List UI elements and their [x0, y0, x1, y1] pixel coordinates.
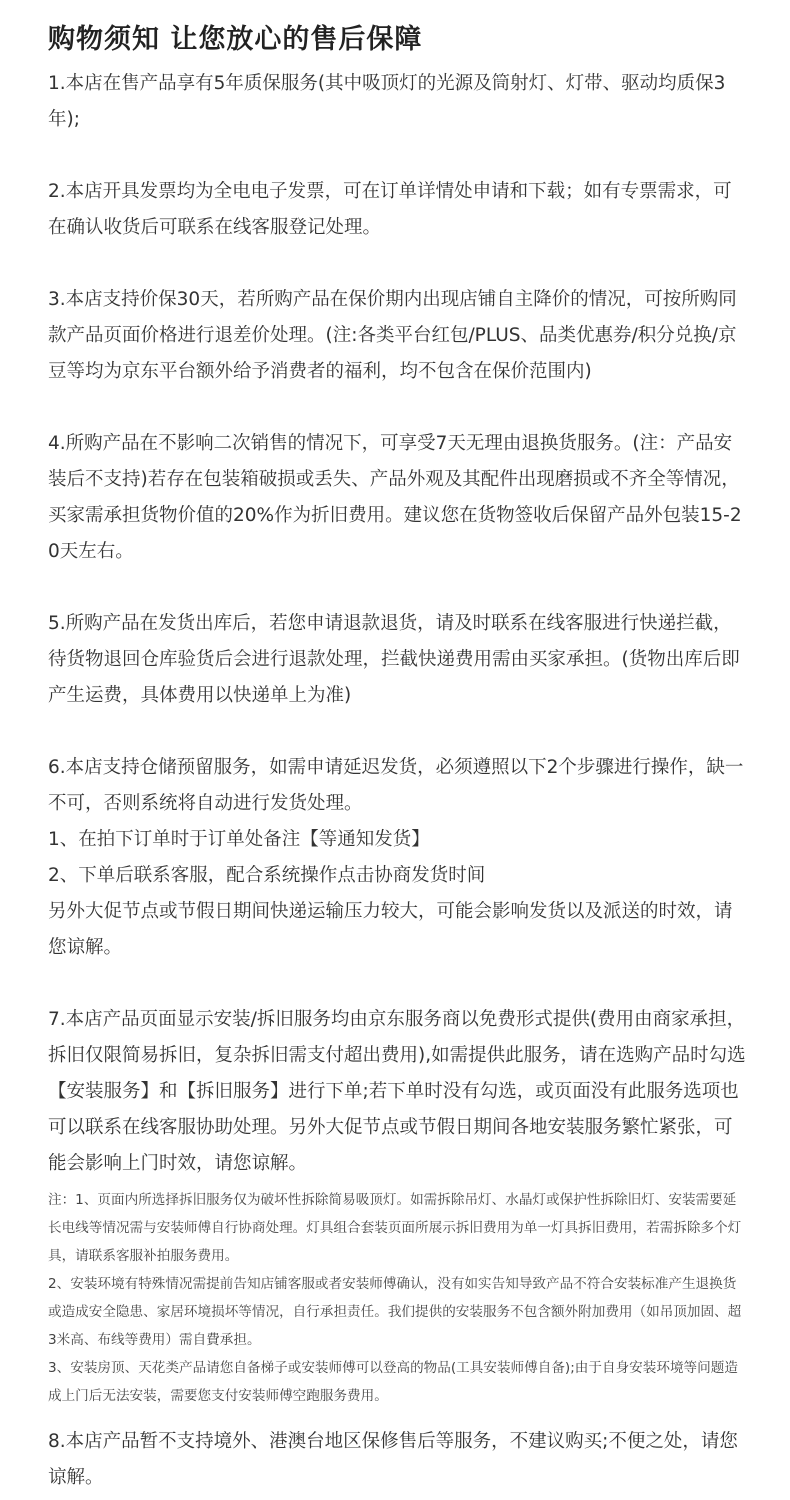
policy-item-1: 1.本店在售产品享有5年质保服务(其中吸顶灯的光源及筒射灯、灯带、驱动均质保3年);	[48, 73, 726, 130]
policy-item-6-note: 另外大促节点或节假日期间快递运输压力较大，可能会影响发货以及派送的时效，请您谅解。	[48, 901, 733, 958]
policy-item-7: 7.本店产品页面显示安装/拆旧服务均由京东服务商以免费形式提供(费用由商家承担，拆旧仅限简易拆旧，复杂拆旧需支付超出费用),如需提供此服务，请在选购产品时勾选【安装服务】和【拆旧服务】进行下单;若下单时没有勾选，或页面没有此服务选项也可以联系在线客服协助处理。另外大促节点或节假日期间各地安装服务繁忙紧张，可能会影响上门时效，请您谅解。	[48, 1009, 746, 1174]
spacer	[48, 570, 746, 606]
spacer	[48, 138, 746, 174]
policy-item-3: 3.本店支持价保30天，若所购产品在保价期内出现店铺自主降价的情况，可按所购同款产品页面价格进行退差价处理。(注:各类平台红包/PLUS、品类优惠券/积分兑换/京豆等均为京东平台额外给予消费者的福利，均不包含在保价范围内)	[48, 289, 737, 382]
policy-item-4: 4.所购产品在不影响二次销售的情况下，可享受7天无理由退换货服务。(注：产品安装后不支持)若存在包装箱破损或丢失、产品外观及其配件出现磨损或不齐全等情况，买家需承担货物价值的20%作为折旧费用。建议您在货物签收后保留产品外包装15-20天左右。	[48, 433, 742, 562]
spacer	[48, 246, 746, 282]
policy-item-6-step-2: 2、下单后联系客服，配合系统操作点击协商发货时间	[48, 865, 486, 886]
spacer	[48, 966, 746, 1002]
spacer	[48, 714, 746, 750]
spacer	[48, 1410, 746, 1424]
spacer	[48, 390, 746, 426]
policy-item-6-step-1: 1、在拍下订单时于订单处备注【等通知发货】	[48, 829, 430, 850]
install-note-1: 注：1、页面内所选择拆旧服务仅为破坏性拆除简易吸顶灯。如需拆除吊灯、水晶灯或保护性拆除旧灯、安装需要延长电线等情况需与安装师傅自行协商处理。灯具组合套装页面所展示拆旧费用为单一灯具拆旧费用，若需拆除多个灯具，请联系客服补拍服务费用。	[48, 1192, 742, 1264]
policy-item-8: 8.本店产品暂不支持境外、港澳台地区保修售后等服务，不建议购买;不便之处，请您谅解。	[48, 1431, 738, 1488]
install-note-3: 3、安装房顶、天花类产品请您自备梯子或安装师傅可以登高的物品(工具安装师傅自备);由于自身安装环境等问题造成上门后无法安装，需要您支付安装师傅空跑服务费用。	[48, 1360, 738, 1404]
policy-item-5: 5.所购产品在发货出库后，若您申请退款退货，请及时联系在线客服进行快递拦截，待货物退回仓库验货后会进行退款处理，拦截快递费用需由买家承担。(货物出库后即产生运费，具体费用以快递单上为准)	[48, 613, 740, 706]
install-note-2: 2、安装环境有特殊情况需提前告知店铺客服或者安装师傅确认，没有如实告知导致产品不符合安装标准产生退换货或造成安全隐患、家居环境损坏等情况，自行承担责任。我们提供的安装服务不包含额外附加费用（如吊顶加固、超3米高、布线等费用）需自費承担。	[48, 1276, 742, 1348]
install-notes	[48, 1186, 746, 1410]
policy-item-6-text: 6.本店支持仓储预留服务，如需申请延迟发货，必须遵照以下2个步骤进行操作，缺一不可，否则系统将自动进行发货处理。	[48, 757, 744, 814]
policy-item-2: 2.本店开具发票均为全电电子发票，可在订单详情处申请和下载；如有专票需求，可在确认收货后可联系在线客服登记处理。	[48, 181, 732, 238]
page-title: 购物须知 让您放心的售后保障	[48, 24, 423, 55]
policy-item-6	[48, 750, 746, 966]
